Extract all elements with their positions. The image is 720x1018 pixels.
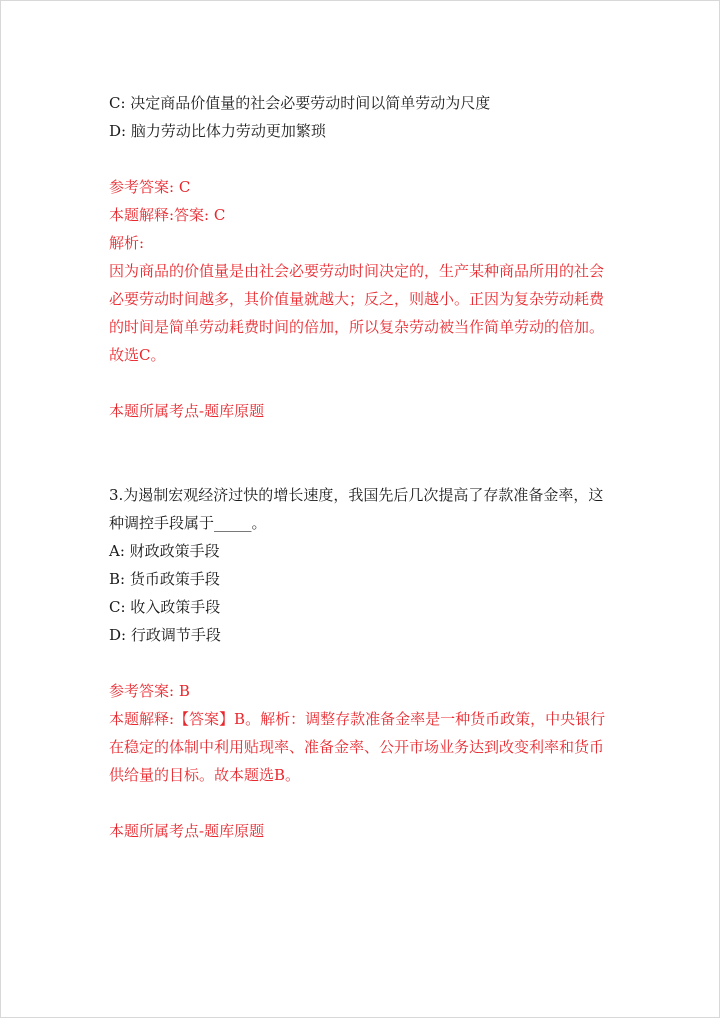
q3-option-c: C: 收入政策手段: [109, 598, 221, 616]
q2-explanation-title: 本题解释:答案: C: [109, 206, 226, 224]
q3-explanation: 本题解释:【答案】B。解析：调整存款准备金率是一种货币政策，中央银行在稳定的体制中利用贴现率、准备金率、公开市场业务达到改变利率和货币供给量的目标。故本题选B。: [109, 710, 606, 784]
q2-analysis-label: 解析:: [109, 234, 145, 252]
document-content: [109, 89, 611, 845]
q3-question: 3.为遏制宏观经济过快的增长速度，我国先后几次提高了存款准备金率，这种调控手段属于_____。: [109, 486, 604, 532]
q2-answer: 参考答案: C: [109, 178, 191, 196]
q3-answer: 参考答案: B: [109, 682, 190, 700]
q3-option-b: B: 货币政策手段: [109, 570, 220, 588]
q3-option-a: A: 财政政策手段: [109, 542, 220, 560]
q3-option-d: D: 行政调节手段: [109, 626, 221, 644]
q3-category: 本题所属考点-题库原题: [109, 822, 265, 840]
q2-category: 本题所属考点-题库原题: [109, 402, 265, 420]
q2-option-d: D: 脑力劳动比体力劳动更加繁琐: [109, 122, 326, 140]
q2-analysis-text: 因为商品的价值量是由社会必要劳动时间决定的，生产某种商品所用的社会必要劳动时间越多，其价值量就越大；反之，则越小。正因为复杂劳动耗费的时间是简单劳动耗费时间的倍加，所以复杂劳动被当作简单劳动的倍加。故选C。: [109, 262, 605, 364]
q2-option-c: C: 决定商品价值量的社会必要劳动时间以简单劳动为尺度: [109, 94, 491, 112]
